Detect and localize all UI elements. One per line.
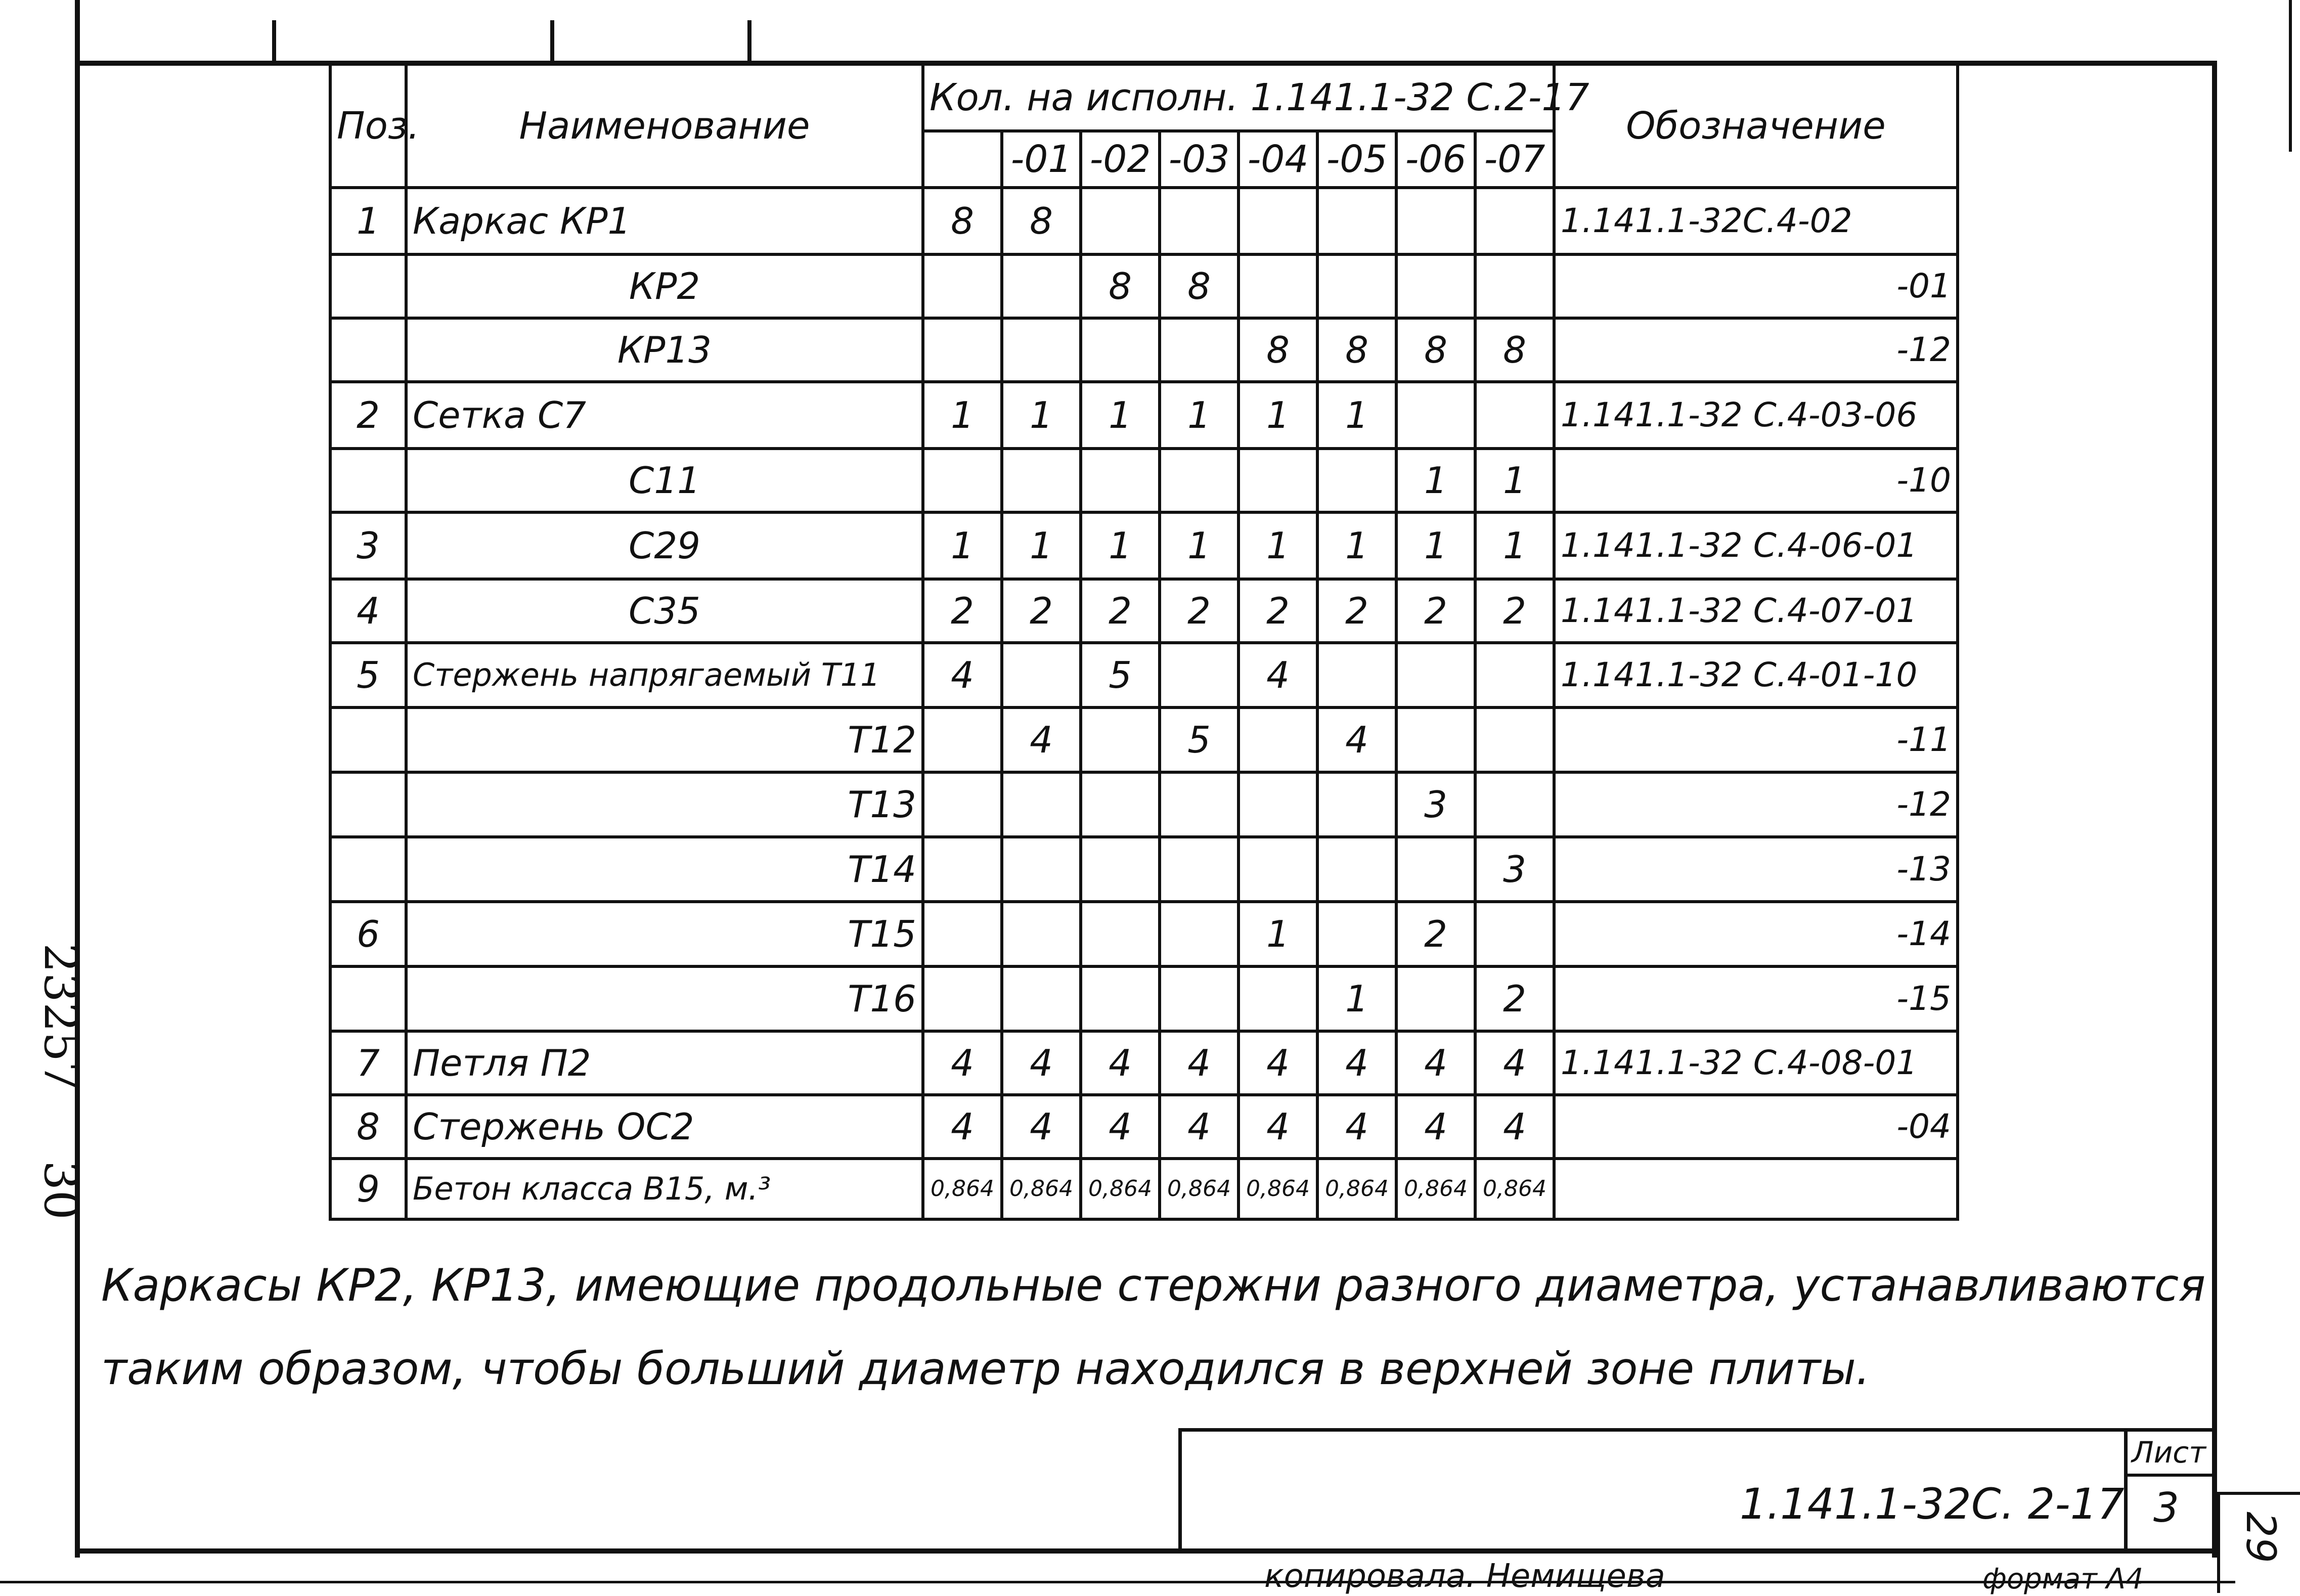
row-designation: -11 <box>1554 707 1958 772</box>
row-name: Петля П2 <box>406 1031 923 1095</box>
row-name: Стержень напрягаемый Т11 <box>406 643 923 707</box>
header-qty-title: Кол. на исполн. 1.141.1-32 С.2-17 <box>923 64 1554 131</box>
table-row <box>330 902 1958 966</box>
top-tick-2 <box>550 20 554 66</box>
row-pos: 7 <box>330 1031 406 1095</box>
row-qty <box>1081 707 1160 772</box>
row-name: Т12 <box>406 707 923 772</box>
table-row <box>330 1031 1958 1095</box>
row-qty: 1 <box>923 512 1002 579</box>
page-number-box-left <box>2217 1492 2220 1593</box>
top-tick-1 <box>272 20 276 66</box>
row-qty: 2 <box>1081 579 1160 643</box>
row-pos: 4 <box>330 579 406 643</box>
row-qty <box>1002 966 1081 1031</box>
table-row <box>330 643 1958 707</box>
row-qty: 1 <box>1081 512 1160 579</box>
row-qty: 4 <box>923 1031 1002 1095</box>
row-qty <box>1317 772 1396 837</box>
top-tick-3 <box>747 20 751 66</box>
row-qty <box>1396 188 1475 254</box>
row-qty <box>1160 837 1239 902</box>
row-qty: 1 <box>923 382 1002 449</box>
frame-right-line <box>2212 61 2217 1558</box>
row-qty: 8 <box>1239 318 1317 382</box>
table-row <box>330 837 1958 902</box>
row-qty: 2 <box>1317 579 1396 643</box>
table-row <box>330 966 1958 1031</box>
row-qty: 1 <box>1239 382 1317 449</box>
row-qty <box>923 318 1002 382</box>
row-designation: -12 <box>1554 318 1958 382</box>
row-qty <box>1160 966 1239 1031</box>
sheet-cell-left-line <box>2124 1428 2128 1552</box>
outer-bottom-line <box>0 1581 2235 1583</box>
row-qty <box>1160 188 1239 254</box>
row-qty: 2 <box>1475 966 1554 1031</box>
row-qty: 2 <box>1239 579 1317 643</box>
row-designation: -14 <box>1554 902 1958 966</box>
row-pos: 1 <box>330 188 406 254</box>
row-qty: 0,864 <box>923 1159 1002 1219</box>
row-qty: 4 <box>1002 1031 1081 1095</box>
row-qty <box>1081 966 1160 1031</box>
row-qty <box>1239 837 1317 902</box>
row-qty: 5 <box>1160 707 1239 772</box>
row-qty <box>1317 449 1396 512</box>
row-qty: 1 <box>1475 449 1554 512</box>
row-qty: 1 <box>1396 449 1475 512</box>
row-pos: 9 <box>330 1159 406 1219</box>
table-row <box>330 449 1958 512</box>
table-row <box>330 254 1958 318</box>
header-name: Наименование <box>406 64 923 188</box>
row-qty <box>1475 772 1554 837</box>
row-name: С29 <box>406 512 923 579</box>
row-qty <box>1317 837 1396 902</box>
row-name: КР2 <box>406 254 923 318</box>
row-qty <box>1160 449 1239 512</box>
title-block-top-line <box>1178 1428 2217 1432</box>
header-variant: -03 <box>1160 131 1239 188</box>
page-number-box-top <box>2217 1492 2300 1495</box>
table-row <box>330 1095 1958 1159</box>
row-designation: -04 <box>1554 1095 1958 1159</box>
row-qty: 4 <box>1475 1095 1554 1159</box>
row-designation: 1.141.1-32 С.4-07-01 <box>1554 579 1958 643</box>
row-qty: 1 <box>1396 512 1475 579</box>
row-qty: 2 <box>1160 579 1239 643</box>
row-qty <box>1002 254 1081 318</box>
row-pos: 2 <box>330 382 406 449</box>
row-qty: 4 <box>1081 1031 1160 1095</box>
table-row <box>330 1159 1958 1219</box>
row-qty <box>1317 254 1396 318</box>
table-row <box>330 188 1958 254</box>
row-qty <box>923 902 1002 966</box>
row-name: Бетон класса В15, м.³ <box>406 1159 923 1219</box>
row-qty: 8 <box>1317 318 1396 382</box>
row-qty <box>1475 902 1554 966</box>
row-qty: 4 <box>1002 707 1081 772</box>
row-qty: 2 <box>1396 579 1475 643</box>
row-name: КР13 <box>406 318 923 382</box>
sheet-number: 3 <box>2153 1484 2179 1531</box>
row-designation: 1.141.1-32С.4-02 <box>1554 188 1958 254</box>
row-qty <box>1002 902 1081 966</box>
row-qty: 1 <box>1317 512 1396 579</box>
row-qty: 4 <box>1239 643 1317 707</box>
copied-by: копировала. Немищева <box>1264 1558 1665 1595</box>
table-row <box>330 772 1958 837</box>
header-variant: -05 <box>1317 131 1396 188</box>
row-qty <box>1317 643 1396 707</box>
row-pos: 8 <box>330 1095 406 1159</box>
row-qty: 1 <box>1239 902 1317 966</box>
row-pos <box>330 254 406 318</box>
row-qty: 8 <box>923 188 1002 254</box>
table-row <box>330 512 1958 579</box>
row-qty: 3 <box>1475 837 1554 902</box>
row-qty <box>1239 188 1317 254</box>
header-variant: -07 <box>1475 131 1554 188</box>
row-qty <box>1002 449 1081 512</box>
row-name: Сетка С7 <box>406 382 923 449</box>
title-block-left-line <box>1178 1428 1182 1552</box>
table-row <box>330 382 1958 449</box>
frame-bottom-line <box>75 1548 2217 1554</box>
row-qty <box>1317 188 1396 254</box>
note-line-2: таким образом, чтобы больший диаметр находился в верхней зоне плиты. <box>101 1343 1870 1395</box>
row-qty: 2 <box>1396 902 1475 966</box>
document-code: 1.141.1-32С. 2-17 <box>1740 1479 2125 1529</box>
row-pos: 5 <box>330 643 406 707</box>
row-qty: 4 <box>1317 1095 1396 1159</box>
row-qty: 4 <box>1317 707 1396 772</box>
row-qty: 0,864 <box>1081 1159 1160 1219</box>
row-pos <box>330 318 406 382</box>
row-qty: 2 <box>923 579 1002 643</box>
row-qty: 1 <box>1475 512 1554 579</box>
row-qty: 0,864 <box>1160 1159 1239 1219</box>
row-qty: 8 <box>1475 318 1554 382</box>
row-qty <box>1396 707 1475 772</box>
row-qty <box>1239 254 1317 318</box>
row-qty <box>923 254 1002 318</box>
table-row <box>330 707 1958 772</box>
row-qty <box>1081 772 1160 837</box>
right-edge-line <box>2289 0 2292 152</box>
row-name: Т15 <box>406 902 923 966</box>
row-designation: -12 <box>1554 772 1958 837</box>
row-qty <box>1475 254 1554 318</box>
format-label: формат А4 <box>1982 1563 2144 1595</box>
row-name: Каркас КР1 <box>406 188 923 254</box>
row-qty <box>1081 449 1160 512</box>
row-designation: -10 <box>1554 449 1958 512</box>
row-qty: 8 <box>1081 254 1160 318</box>
row-qty: 1 <box>1317 382 1396 449</box>
table-row <box>330 579 1958 643</box>
row-qty <box>923 449 1002 512</box>
row-qty: 4 <box>923 643 1002 707</box>
row-pos: 6 <box>330 902 406 966</box>
row-qty <box>1002 318 1081 382</box>
row-qty <box>1002 837 1081 902</box>
row-qty: 0,864 <box>1002 1159 1081 1219</box>
row-qty <box>1475 188 1554 254</box>
row-designation: -01 <box>1554 254 1958 318</box>
row-qty: 4 <box>1317 1031 1396 1095</box>
row-qty: 8 <box>1160 254 1239 318</box>
row-designation: 1.141.1-32 С.4-06-01 <box>1554 512 1958 579</box>
row-qty <box>1396 837 1475 902</box>
row-qty: 0,864 <box>1239 1159 1317 1219</box>
row-qty <box>1317 902 1396 966</box>
specification-table <box>329 63 1959 1221</box>
row-designation: 1.141.1-32 С.4-01-10 <box>1554 643 1958 707</box>
row-qty <box>1396 643 1475 707</box>
row-designation: -15 <box>1554 966 1958 1031</box>
row-qty: 1 <box>1160 382 1239 449</box>
row-qty: 2 <box>1475 579 1554 643</box>
page-number: 29 <box>2237 1512 2284 1563</box>
row-qty: 4 <box>1396 1031 1475 1095</box>
row-qty <box>1002 643 1081 707</box>
row-qty <box>1239 966 1317 1031</box>
row-qty <box>1160 902 1239 966</box>
row-qty: 2 <box>1002 579 1081 643</box>
row-qty <box>1160 643 1239 707</box>
row-qty <box>1081 837 1160 902</box>
row-qty: 4 <box>923 1095 1002 1159</box>
row-qty: 4 <box>1160 1031 1239 1095</box>
row-qty: 4 <box>1239 1031 1317 1095</box>
row-pos <box>330 837 406 902</box>
row-qty: 3 <box>1396 772 1475 837</box>
header-variant: -06 <box>1396 131 1475 188</box>
inventory-number: 23257 <box>34 943 88 1091</box>
header-pos: Поз. <box>330 64 406 188</box>
row-pos <box>330 449 406 512</box>
row-qty: 4 <box>1160 1095 1239 1159</box>
row-qty <box>1081 902 1160 966</box>
row-qty: 1 <box>1081 382 1160 449</box>
row-qty <box>1239 707 1317 772</box>
row-qty: 8 <box>1002 188 1081 254</box>
table-row <box>330 318 1958 382</box>
row-qty <box>1002 772 1081 837</box>
row-qty <box>1475 707 1554 772</box>
row-designation <box>1554 1159 1958 1219</box>
row-name: С35 <box>406 579 923 643</box>
row-qty <box>1239 449 1317 512</box>
row-qty: 4 <box>1475 1031 1554 1095</box>
row-qty: 5 <box>1081 643 1160 707</box>
row-qty <box>1475 382 1554 449</box>
row-qty: 1 <box>1002 382 1081 449</box>
row-qty: 1 <box>1317 966 1396 1031</box>
header-variant: -01 <box>1002 131 1081 188</box>
specification-body <box>330 188 1958 1219</box>
row-qty: 4 <box>1396 1095 1475 1159</box>
row-designation: 1.141.1-32 С.4-08-01 <box>1554 1031 1958 1095</box>
sheet-cell-divider <box>2124 1474 2217 1477</box>
row-qty <box>923 966 1002 1031</box>
row-pos <box>330 707 406 772</box>
row-qty <box>1081 188 1160 254</box>
row-designation: 1.141.1-32 С.4-03-06 <box>1554 382 1958 449</box>
row-pos <box>330 772 406 837</box>
row-pos: 3 <box>330 512 406 579</box>
row-name: Стержень ОС2 <box>406 1095 923 1159</box>
row-qty <box>923 707 1002 772</box>
sheet-label: Лист <box>2132 1435 2206 1470</box>
row-name: Т14 <box>406 837 923 902</box>
row-qty <box>923 772 1002 837</box>
row-qty <box>1081 318 1160 382</box>
frame-left-line <box>75 0 80 1558</box>
row-qty: 4 <box>1002 1095 1081 1159</box>
row-pos <box>330 966 406 1031</box>
row-qty: 1 <box>1002 512 1081 579</box>
row-name: Т13 <box>406 772 923 837</box>
note-line-1: Каркасы КР2, КР13, имеющие продольные стержни разного диаметра, устанавливаются <box>101 1259 2206 1311</box>
row-qty: 8 <box>1396 318 1475 382</box>
inventory-subnumber: 30 <box>34 1161 88 1220</box>
row-qty: 0,864 <box>1475 1159 1554 1219</box>
header-variant: -04 <box>1239 131 1317 188</box>
row-qty <box>1396 966 1475 1031</box>
row-designation: -13 <box>1554 837 1958 902</box>
row-qty <box>1475 643 1554 707</box>
row-qty <box>1396 382 1475 449</box>
row-qty: 4 <box>1081 1095 1160 1159</box>
header-designation: Обозначение <box>1554 64 1958 188</box>
row-name: Т16 <box>406 966 923 1031</box>
header-variant <box>923 131 1002 188</box>
row-qty: 4 <box>1239 1095 1317 1159</box>
row-qty <box>1160 318 1239 382</box>
row-qty: 1 <box>1160 512 1239 579</box>
row-qty <box>1239 772 1317 837</box>
row-qty: 0,864 <box>1396 1159 1475 1219</box>
row-qty <box>923 837 1002 902</box>
row-name: С11 <box>406 449 923 512</box>
header-variant: -02 <box>1081 131 1160 188</box>
row-qty <box>1160 772 1239 837</box>
row-qty: 0,864 <box>1317 1159 1396 1219</box>
row-qty <box>1396 254 1475 318</box>
row-qty: 1 <box>1239 512 1317 579</box>
